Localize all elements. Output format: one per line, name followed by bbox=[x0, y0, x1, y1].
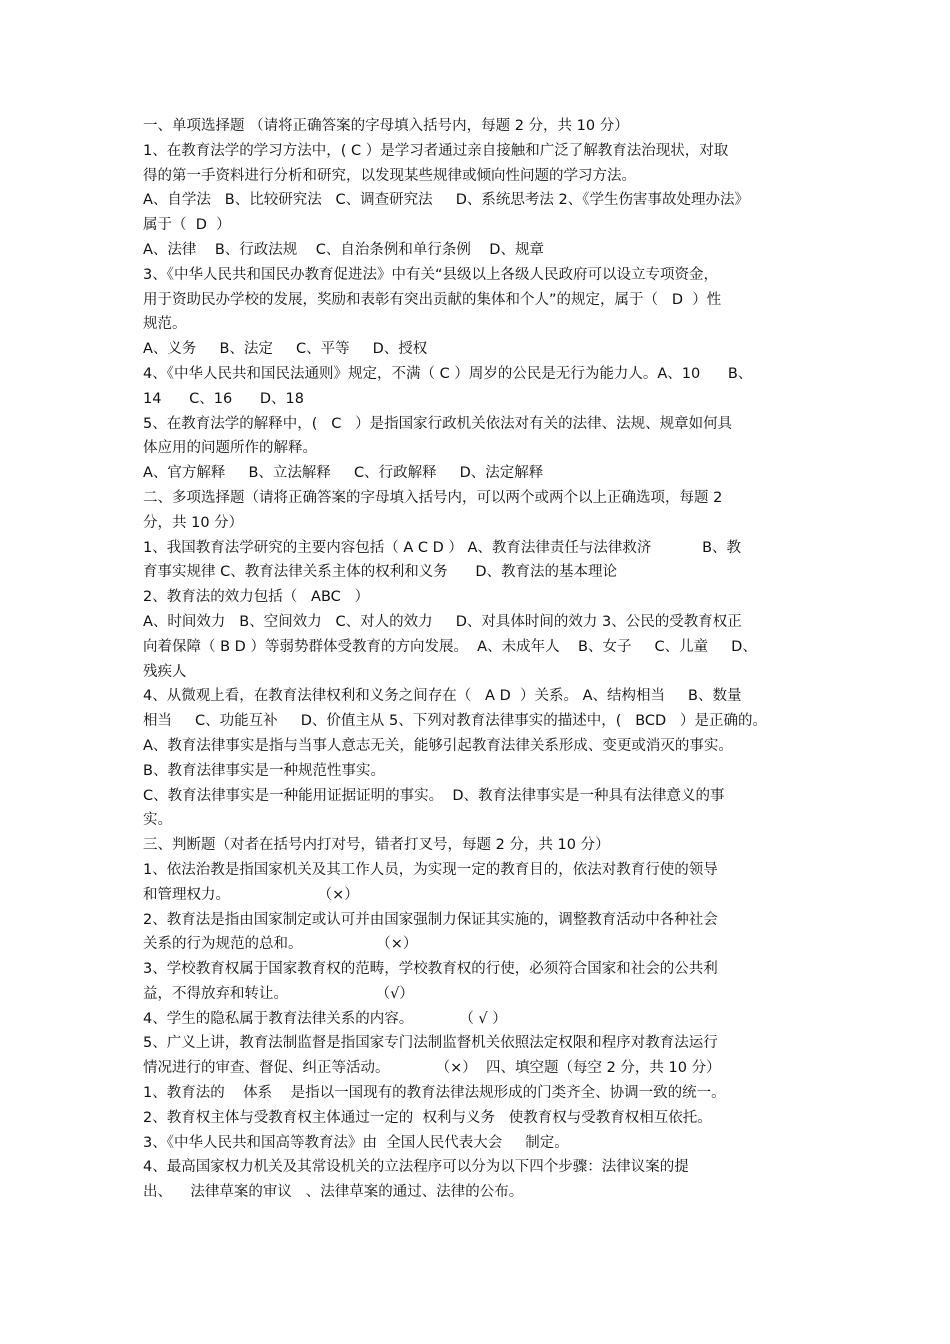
text-line: 2、教育法的效力包括（ ABC ） bbox=[143, 589, 370, 606]
text-line: 1、我国教育法学研究的主要内容包括（ A C D ） A、教育法律责任与法律救济 B、教 bbox=[143, 539, 742, 556]
text-line: A、教育法律事实是指与当事人意志无关，能够引起教育法律关系形成、变更或消灭的事实。 bbox=[143, 737, 733, 754]
section-heading-multi-choice: 二、多项选择题（请将正确答案的字母填入括号内，可以两个或两个以上正确选项，每题 2 bbox=[143, 489, 723, 506]
text-line: 规范。 bbox=[143, 316, 187, 333]
text-line: 14 C、16 D、18 bbox=[143, 390, 304, 407]
text-line: C、教育法律事实是一种能用证据证明的事实。 D、教育法律事实是一种具有法律意义的事 bbox=[143, 787, 725, 804]
text-line: 3、《中华人民共和国民办教育促进法》中有关“县级以上各级人民政府可以设立专项资金， bbox=[143, 266, 718, 283]
text-line: A、自学法 B、比较研究法 C、调查研究法 D、系统思考法 2、《学生伤害事故处理办法》 bbox=[143, 192, 749, 209]
text-line: 4、学生的隐私属于教育法律关系的内容。 （ √ ） bbox=[143, 1010, 507, 1027]
text-line: 相当 C、功能互补 D、价值主从 5、下列对教育法律事实的描述中，( BCD ）是正确的。 bbox=[143, 713, 768, 730]
text-line: 向着保障（ B D ）等弱势群体受教育的方向发展。 A、未成年人 B、女子 C、儿童 D、 bbox=[143, 638, 757, 655]
text-line: 益，不得放弃和转让。 （√） bbox=[143, 985, 414, 1002]
section-heading-single-choice: 一、单项选择题 （请将正确答案的字母填入括号内，每题 2 分，共 10 分） bbox=[143, 118, 629, 134]
text-line: 用于资助民办学校的发展，奖励和表彰有突出贡献的集体和个人”的规定，属于（ D ）性 bbox=[143, 291, 722, 308]
text-line: 得的第一手资料进行分析和研究，以发现某些规律或倾向性问题的学习方法。 bbox=[143, 167, 636, 184]
text-line: 实。 bbox=[143, 812, 172, 829]
text-line: 1、教育法的 体系 是指以一国现有的教育法律法规形成的门类齐全、协调一致的统一。 bbox=[143, 1085, 726, 1102]
text-line: 3、《中华人民共和国高等教育法》由 全国人民代表大会 制定。 bbox=[143, 1134, 569, 1151]
text-line: A、时间效力 B、空间效力 C、对人的效力 D、对具体时间的效力 3、公民的受教育权正 bbox=[143, 613, 742, 630]
document-page bbox=[143, 114, 811, 1205]
text-line: A、官方解释 B、立法解释 C、行政解释 D、法定解释 bbox=[143, 465, 544, 482]
text-line: 情况进行的审查、督促、纠正等活动。 （×） 四、填空题（每空 2 分，共 10 分） bbox=[143, 1060, 721, 1077]
text-line: 1、在教育法学的学习方法中，( C ）是学习者通过亲自接触和广泛了解教育法治现状，对取 bbox=[143, 142, 729, 159]
text-line: 分，共 10 分） bbox=[143, 514, 244, 531]
text-line: 5、在教育法学的解释中，( C ）是指国家行政机关依法对有关的法律、法规、规章如何具 bbox=[143, 415, 733, 432]
text-line: 4、《中华人民共和国民法通则》规定，不满（ C ）周岁的公民是无行为能力人。A、10 B、 bbox=[143, 365, 753, 382]
text-line: 出、 法律草案的审议 、法律草案的通过、法律的公布。 bbox=[143, 1184, 524, 1201]
text-line: 育事实规律 C、教育法律关系主体的权利和义务 D、教育法的基本理论 bbox=[143, 564, 618, 581]
text-line: 4、从微观上看，在教育法律权利和义务之间存在（ A D ）关系。 A、结构相当 B、数量 bbox=[143, 688, 742, 705]
section-heading-true-false: 三、判断题（对者在括号内打对号，错者打叉号，每题 2 分，共 10 分） bbox=[143, 837, 610, 854]
text-line: 2、教育权主体与受教育权主体通过一定的 权利与义务 使教育权与受教育权相互依托。 bbox=[143, 1109, 712, 1126]
text-line: 1、依法治教是指国家机关及其工作人员，为实现一定的教育目的，依法对教育行使的领导 bbox=[143, 861, 718, 878]
text-line: 体应用的问题所作的解释。 bbox=[143, 440, 317, 457]
text-line: 和管理权力。 （×） bbox=[143, 886, 359, 903]
text-line: 残疾人 bbox=[143, 663, 187, 680]
text-line: 属于（ D ） bbox=[143, 217, 231, 234]
text-line: 5、广义上讲，教育法制监督是指国家专门法制监督机关依照法定权限和程序对教育法运行 bbox=[143, 1035, 718, 1052]
text-line: 3、学校教育权属于国家教育权的范畴，学校教育权的行使，必须符合国家和社会的公共利 bbox=[143, 961, 718, 978]
text-line: 2、教育法是指由国家制定或认可并由国家强制力保证其实施的，调整教育活动中各种社会 bbox=[143, 911, 718, 928]
text-line: A、义务 B、法定 C、平等 D、授权 bbox=[143, 341, 428, 358]
text-line: A、法律 B、行政法规 C、自治条例和单行条例 D、规章 bbox=[143, 241, 544, 258]
text-line: 4、最高国家权力机关及其常设机关的立法程序可以分为以下四个步骤：法律议案的提 bbox=[143, 1159, 689, 1176]
text-line: B、教育法律事实是一种规范性事实。 bbox=[143, 762, 385, 779]
text-line: 关系的行为规范的总和。 （×） bbox=[143, 936, 418, 953]
